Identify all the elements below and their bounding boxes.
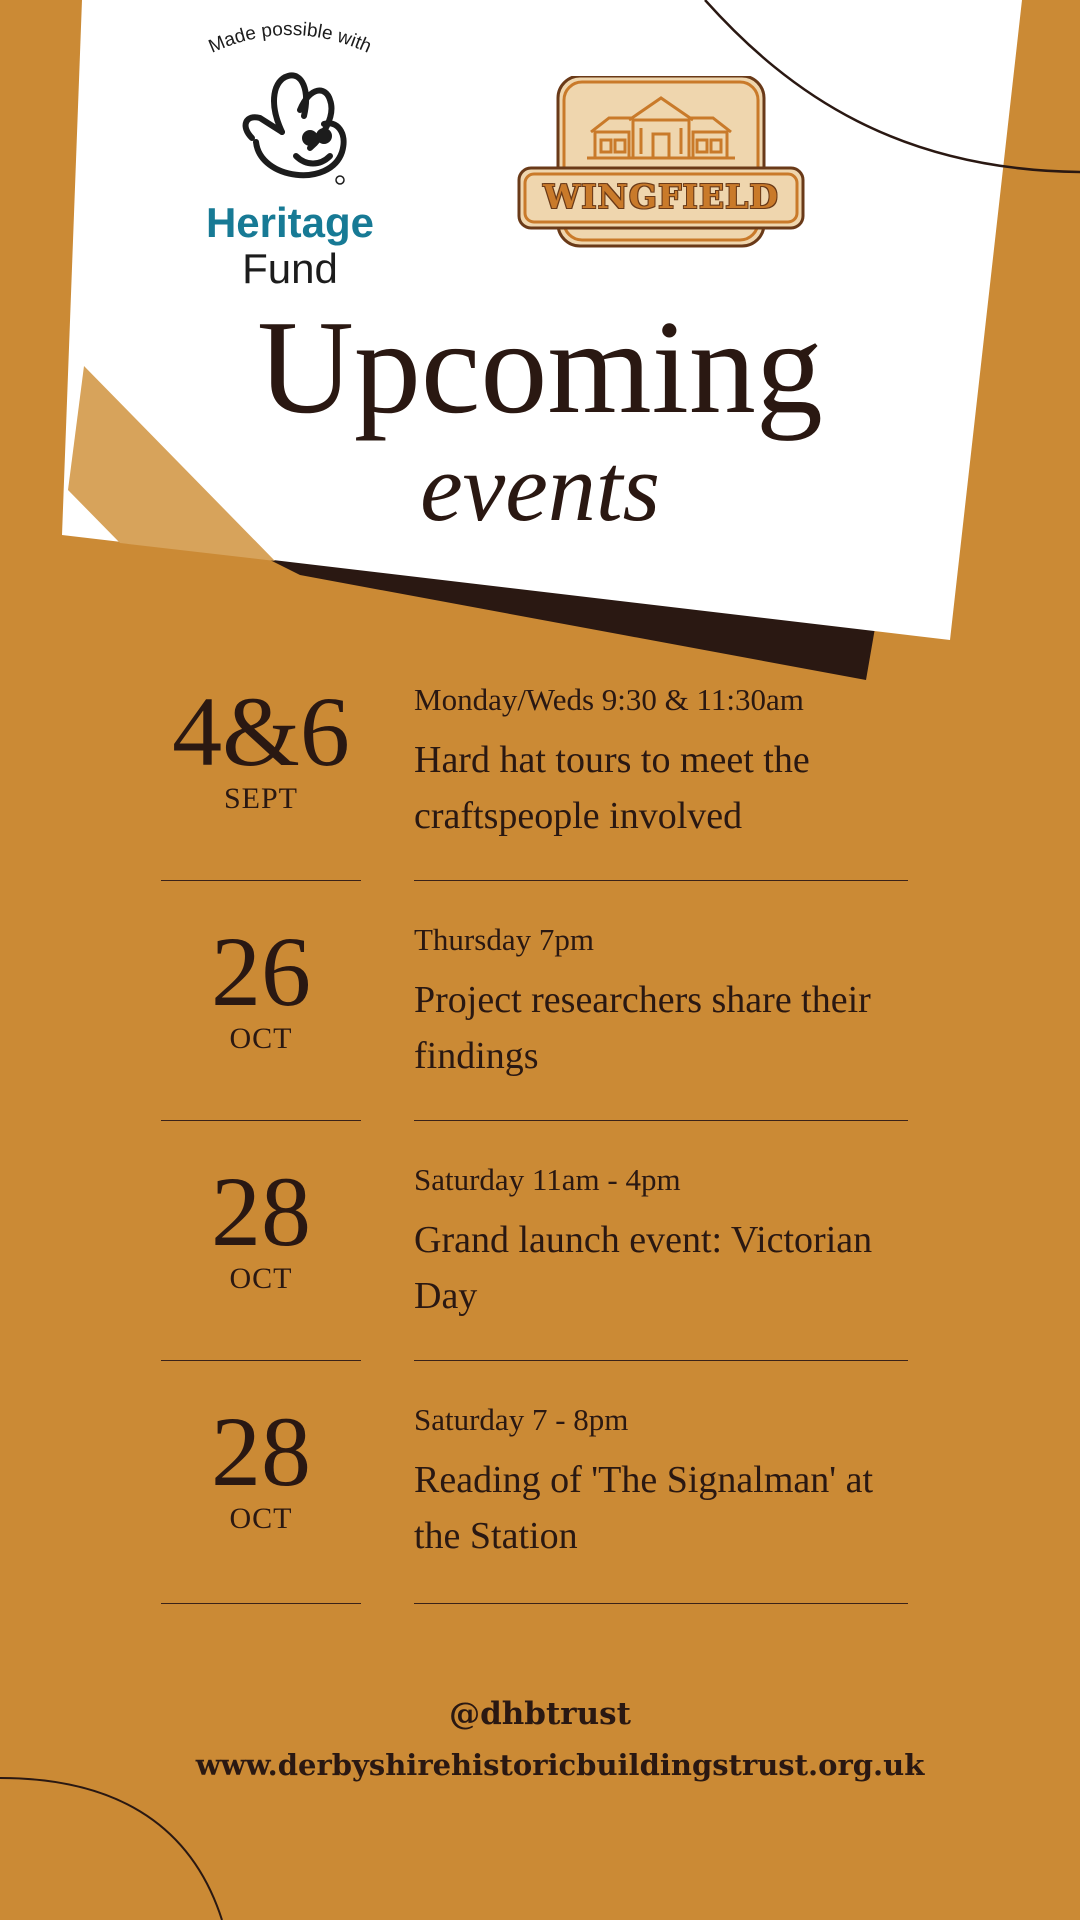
divider [161, 1603, 361, 1604]
event-item [0, 916, 1080, 1162]
svg-text:Made possible with [206, 20, 375, 58]
event-day: 4&6 [172, 676, 350, 787]
event-time: Monday/Weds 9:30 & 11:30am [414, 682, 804, 717]
social-handle: @dhbtrust [449, 1696, 631, 1732]
event-title: Project researchers share their findings [414, 979, 871, 1077]
heritage-fund-logo [190, 20, 390, 290]
event-title: Reading of 'The Signalman' at the Station [414, 1459, 874, 1557]
event-month: OCT [229, 1502, 293, 1535]
divider [414, 1360, 908, 1361]
page-title: Upcoming [257, 293, 823, 441]
divider [414, 1603, 908, 1604]
heritage-arc-text: Made possible with [205, 20, 375, 58]
station-building-icon [517, 76, 805, 248]
event-time: Saturday 11am - 4pm [414, 1162, 681, 1197]
heritage-logo-line1: Heritage [205, 199, 375, 246]
event-month: SEPT [223, 782, 299, 815]
divider [161, 1360, 361, 1361]
event-item [0, 1156, 1080, 1402]
event-day: 28 [211, 1396, 311, 1507]
crossed-fingers-icon [190, 20, 390, 200]
heritage-logo-line2: Fund [242, 245, 338, 292]
event-time: Thursday 7pm [414, 922, 594, 957]
event-date [160, 916, 362, 1056]
event-date [160, 1156, 362, 1296]
page-subtitle: events [420, 434, 660, 541]
event-item [0, 676, 1080, 922]
divider [161, 880, 361, 881]
wingfield-logo [517, 76, 805, 248]
event-item [0, 1396, 1080, 1642]
decorative-curve-bottom [0, 1778, 222, 1920]
event-title: Hard hat tours to meet the craftspeople involved [414, 739, 810, 837]
divider [414, 1120, 908, 1121]
website-url: www.derbyshirehistoricbuildingstrust.org.uk [195, 1748, 925, 1782]
divider [414, 880, 908, 881]
wingfield-logo-text: WINGFIELD [543, 177, 779, 216]
event-day: 28 [211, 1156, 311, 1267]
divider [161, 1120, 361, 1121]
event-date [160, 676, 362, 816]
event-title: Grand launch event: Victorian Day [414, 1219, 873, 1317]
event-month: OCT [229, 1022, 293, 1055]
event-month: OCT [229, 1262, 293, 1295]
event-day: 26 [211, 916, 311, 1027]
event-time: Saturday 7 - 8pm [414, 1402, 629, 1437]
event-date [160, 1396, 362, 1536]
